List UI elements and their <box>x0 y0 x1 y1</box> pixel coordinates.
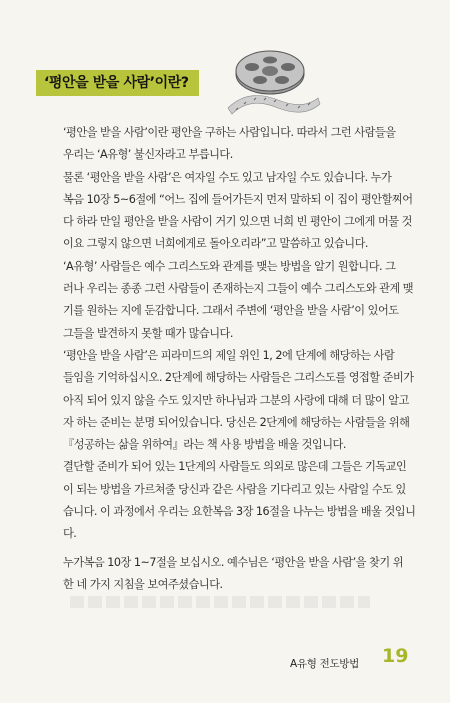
text-line: ‘평안을 받을 사람’이란 평안을 구하는 사람입니다. 따라서 그런 사람들을 <box>63 126 396 139</box>
text-line: 『성공하는 삶을 위하여』라는 책 사용 방법을 배울 것입니다. <box>63 438 346 452</box>
text-line: 결단할 준비가 되어 있는 1단계의 사람들도 의외로 많은데 그들은 기독교인 <box>63 460 407 474</box>
page-number: 19 <box>382 645 409 667</box>
text-line: 습니다. 이 과정에서 우리는 요한복음 3장 16절을 나누는 방법을 배울 것입니 <box>63 505 416 519</box>
paragraph <box>52 256 412 345</box>
film-reel-icon <box>208 38 328 128</box>
text-line: 이요 그렇지 않으면 너희에게로 돌아오리라”고 말씀하고 있습니다. <box>63 237 368 251</box>
text-line: 복음 10장 5~6절에 “어느 집에 들어가든지 먼저 말하되 이 집이 평안할찌어 <box>63 192 413 206</box>
text-line: 자 하는 준비는 분명 되어있습니다. 당신은 2단계에 해당하는 사람들을 위해 <box>63 415 410 429</box>
text-line: 이 되는 방법을 가르쳐줄 당신과 같은 사람을 기다리고 있는 사람일 수도 있 <box>63 482 406 496</box>
paragraph <box>52 552 412 597</box>
text-line: ‘A유형’ 사람들은 예수 그리스도와 관계를 맺는 방법을 알기 원합니다. 그 <box>63 259 396 273</box>
text-line: 들임을 기억하십시오. 2단계에 해당하는 사람들은 그리스도를 영접할 준비가 <box>63 371 414 385</box>
paragraph <box>52 167 412 256</box>
text-line: 그들을 발견하지 못할 때가 많습니다. <box>63 326 233 340</box>
text-line: ‘평안을 받을 사람’은 피라미드의 제일 위인 1, 2에 단계에 해당하는 사람 <box>63 348 395 362</box>
paragraph <box>52 122 412 167</box>
footer-title: A유형 전도방법 <box>290 658 359 670</box>
paragraph <box>52 345 412 456</box>
text-line: 러나 우리는 종종 그런 사람들이 존재하는지 그들이 예수 그리스도와 관계 맺 <box>63 282 414 296</box>
text-line: 물론 ‘평안을 받을 사람’은 여자일 수도 있고 남자일 수도 있습니다. 누가 <box>63 170 392 184</box>
paragraph <box>52 456 416 545</box>
text-line: 기를 원하는 지에 둔감합니다. 그래서 주변에 ‘평안을 받을 사람’이 있어도 <box>63 304 399 318</box>
bleed-through-text <box>70 596 370 608</box>
body-text <box>52 122 416 596</box>
text-line: 다. <box>63 527 77 541</box>
text-line: 누가복음 10장 1~7절을 보십시오. 예수님은 ‘평안을 받을 사람’을 찾기 위 <box>63 555 404 569</box>
text-line: 다 하라 만일 평안을 받을 사람이 거기 있으면 너희 빈 평안이 그에게 머물 것 <box>63 215 412 229</box>
text-line: 아직 되어 있지 않을 수도 있지만 하나님과 그분의 사랑에 대해 더 많이 알고 <box>63 393 409 407</box>
text-line: 우리는 ‘A유형’ 불신자라고 부릅니다. <box>63 148 233 162</box>
section-heading: ‘평안을 받을 사람’이란? <box>36 70 199 96</box>
text-line: 한 네 가지 지침을 보여주셨습니다. <box>63 577 223 591</box>
